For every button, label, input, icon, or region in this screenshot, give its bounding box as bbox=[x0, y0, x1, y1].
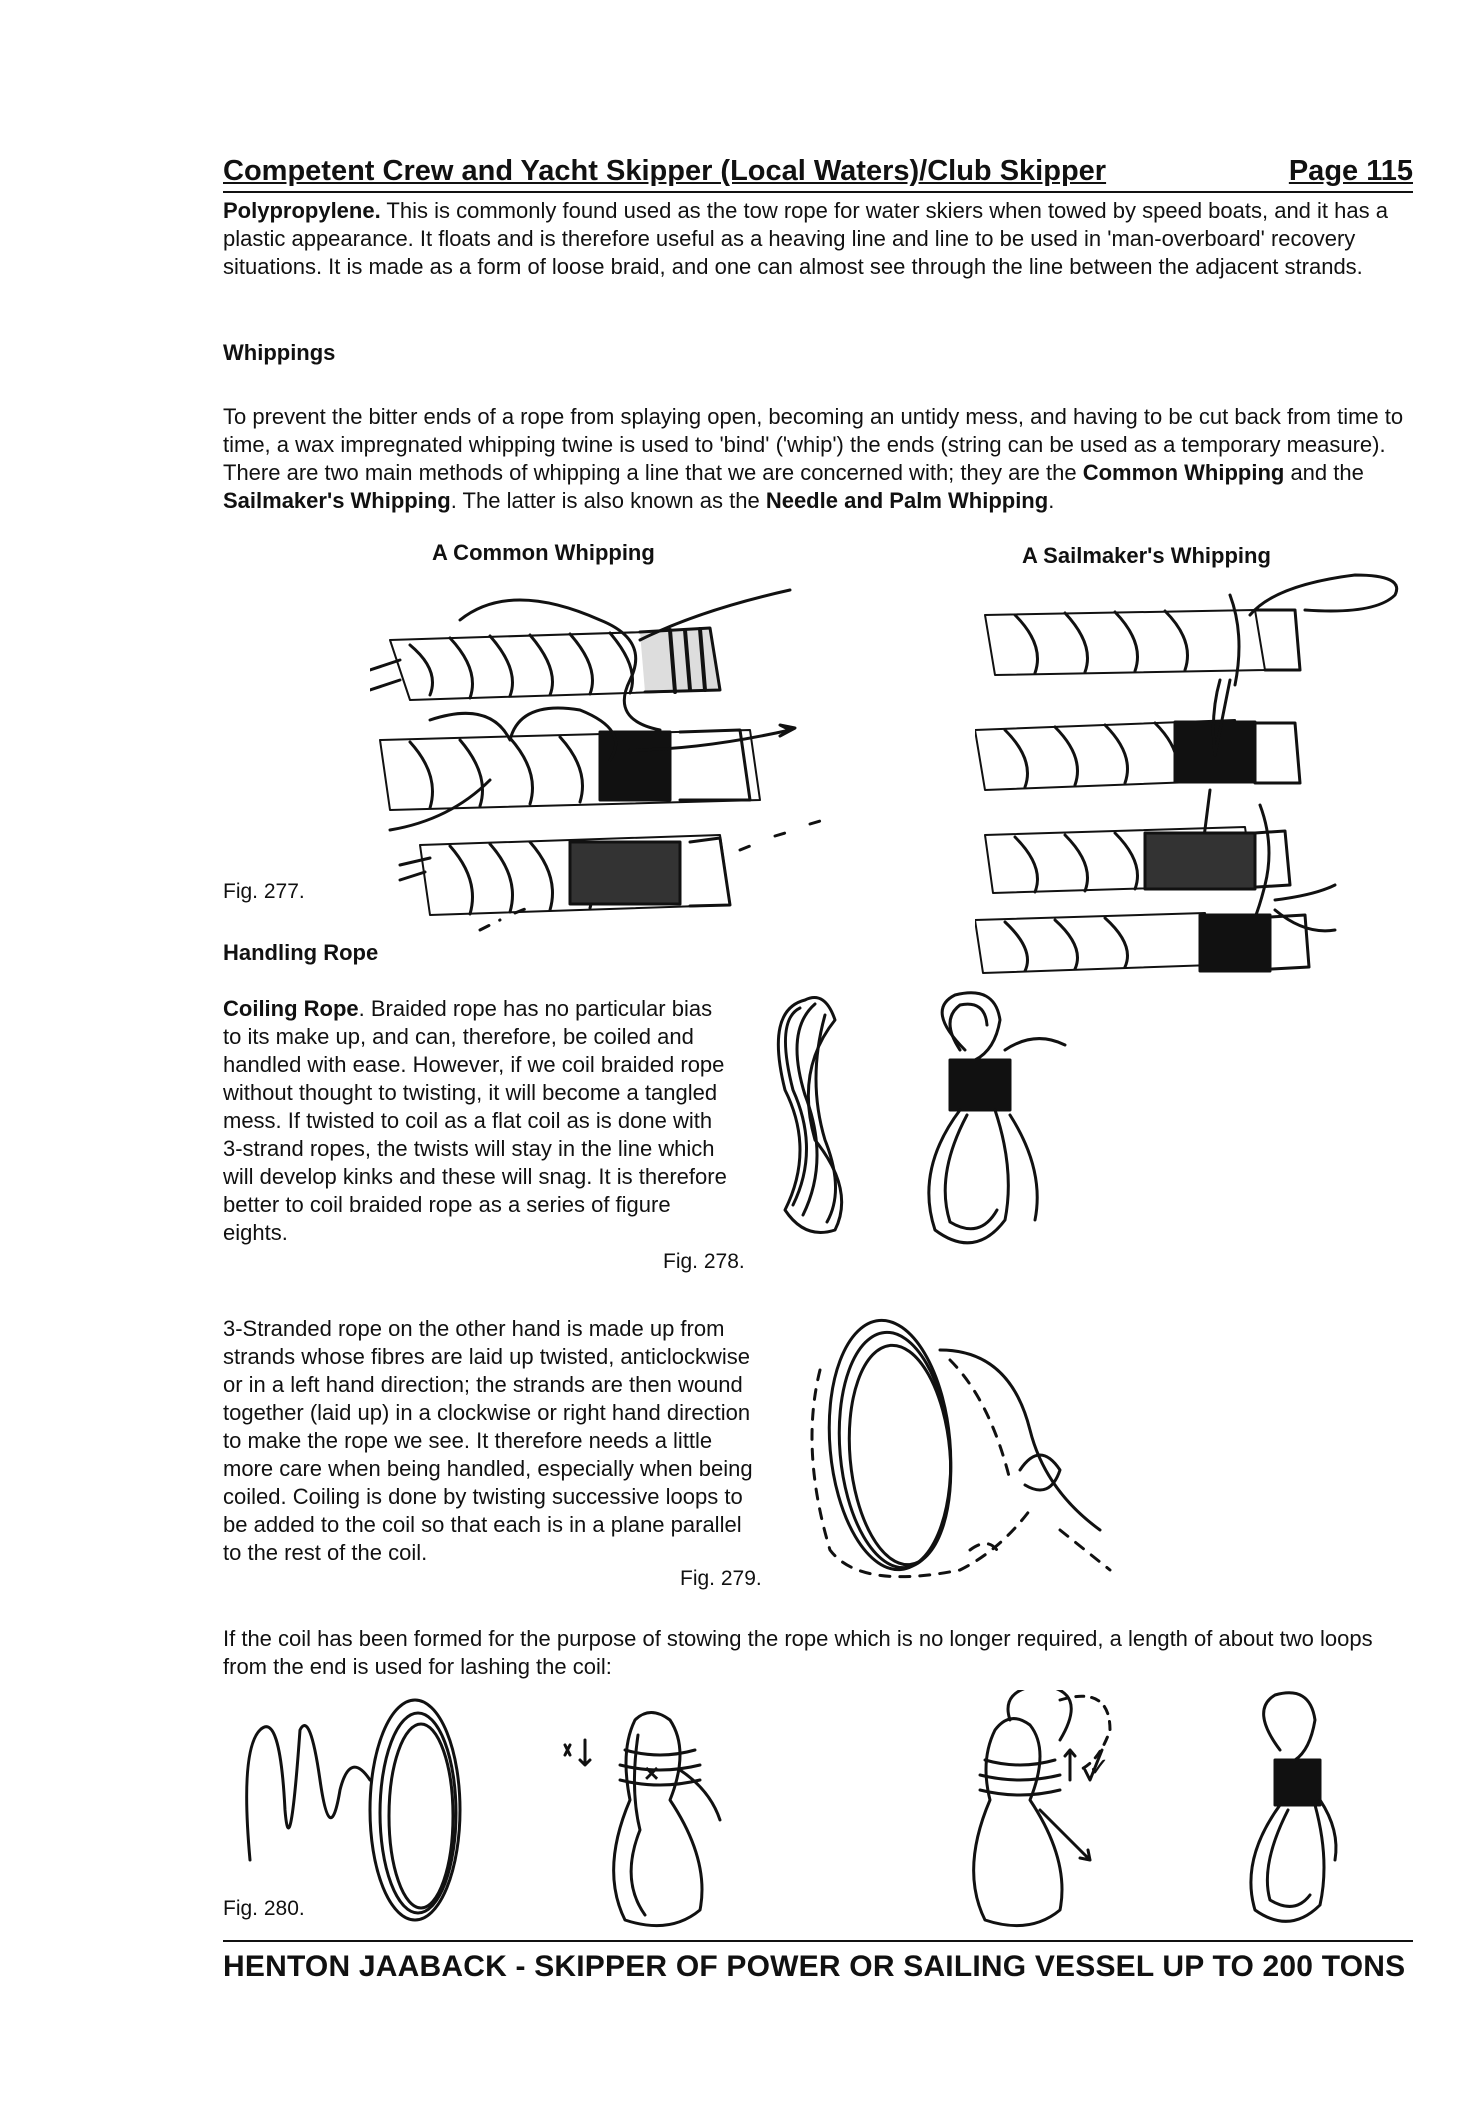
common-whipping-term: Common Whipping bbox=[1082, 460, 1285, 485]
page-header bbox=[223, 155, 1413, 193]
header-title: Competent Crew and Yacht Skipper (Local Waters)/Club Skipper bbox=[223, 155, 1107, 187]
sailmakers-whipping-term: Sailmaker's Whipping bbox=[223, 488, 451, 513]
whippings-heading: Whippings bbox=[223, 340, 336, 365]
polypropylene-text: This is commonly found used as the tow rope for water skiers when towed by speed boats, and it has a plastic appearance. It floats and is therefore useful as a heaving line and line to be used in 'man-overboard' recovery situations. It is made as a form of loose braid, and one can almost see through the line between the adjacent strands. bbox=[223, 198, 1388, 279]
whippings-text-1: To prevent the bitter ends of a rope from splaying open, becoming an untidy mess, and having to be cut back from time to time, a wax impregnated whipping twine is used to 'bind' ('whip') the ends (string can be used as a temporary measure). There are two main methods of whipping a line that we are concerned with; they are the bbox=[223, 404, 1404, 485]
fig-279-caption: Fig. 279. bbox=[680, 1567, 762, 1590]
flat-coil-illustration bbox=[800, 1310, 1130, 1600]
footer-divider bbox=[223, 1940, 1413, 1942]
handling-rope-heading: Handling Rope bbox=[223, 940, 379, 965]
common-whipping-illustration bbox=[370, 580, 850, 950]
fig-277-caption: Fig. 277. bbox=[223, 880, 305, 903]
whippings-paragraph bbox=[223, 403, 1413, 515]
three-strand-paragraph: 3-Stranded rope on the other hand is made up from strands whose fibres are laid up twisted, anticlockwise or in a left hand direction; the strands are then wound together (laid up) in a clockwise or right hand direction to make the rope we see. It therefore needs a little more care when being handled, especially when being coiled. Coiling is done by twisting successive loops to be added to the coil so that each is in a plane parallel to the rest of the coil. bbox=[223, 1316, 753, 1565]
page-footer: HENTON JAABACK - SKIPPER OF POWER OR SAILING VESSEL UP TO 200 TONS bbox=[223, 1950, 1406, 1983]
sailmakers-whipping-illustration bbox=[975, 555, 1405, 985]
lashed-figure-eight-illustration bbox=[905, 990, 1125, 1250]
polypropylene-paragraph bbox=[223, 197, 1413, 281]
common-whipping-label: A Common Whipping bbox=[432, 540, 655, 565]
coiling-term: Coiling Rope bbox=[223, 996, 359, 1021]
wrong-mark: × bbox=[644, 1758, 660, 1788]
coiling-paragraph bbox=[223, 995, 728, 1247]
fig-278-caption: Fig. 278. bbox=[663, 1250, 745, 1273]
whippings-text-4: . bbox=[1048, 488, 1055, 513]
sailmakers-whipping-label: A Sailmaker's Whipping bbox=[1022, 543, 1271, 568]
whippings-text-2: and the bbox=[1284, 460, 1364, 485]
needle-palm-term: Needle and Palm Whipping bbox=[765, 488, 1049, 513]
coil-lashing-sequence-illustration bbox=[240, 1690, 1400, 1935]
page-number: Page 115 bbox=[1288, 155, 1413, 187]
stowing-paragraph: If the coil has been formed for the purpose of stowing the rope which is no longer required, a length of about two loops from the end is used for lashing the coil: bbox=[223, 1626, 1373, 1679]
coiling-text: . Braided rope has no particular bias to its make up, and can, therefore, be coiled and handled with ease. However, if we coil braided rope without thought to twisting, it will become a tangled mess. If twisted to coil as a flat coil as is done with 3-strand ropes, the twists will stay in the line which will develop kinks and these will snag. It is therefore better to coil braided rope as a series of figure eights. bbox=[223, 996, 727, 1245]
correct-mark: ✓ bbox=[1088, 1752, 1110, 1782]
polypropylene-term: Polypropylene. bbox=[223, 198, 381, 223]
whippings-text-3: . The latter is also known as the bbox=[450, 488, 766, 513]
fig-280-caption: Fig. 280. bbox=[223, 1897, 305, 1920]
